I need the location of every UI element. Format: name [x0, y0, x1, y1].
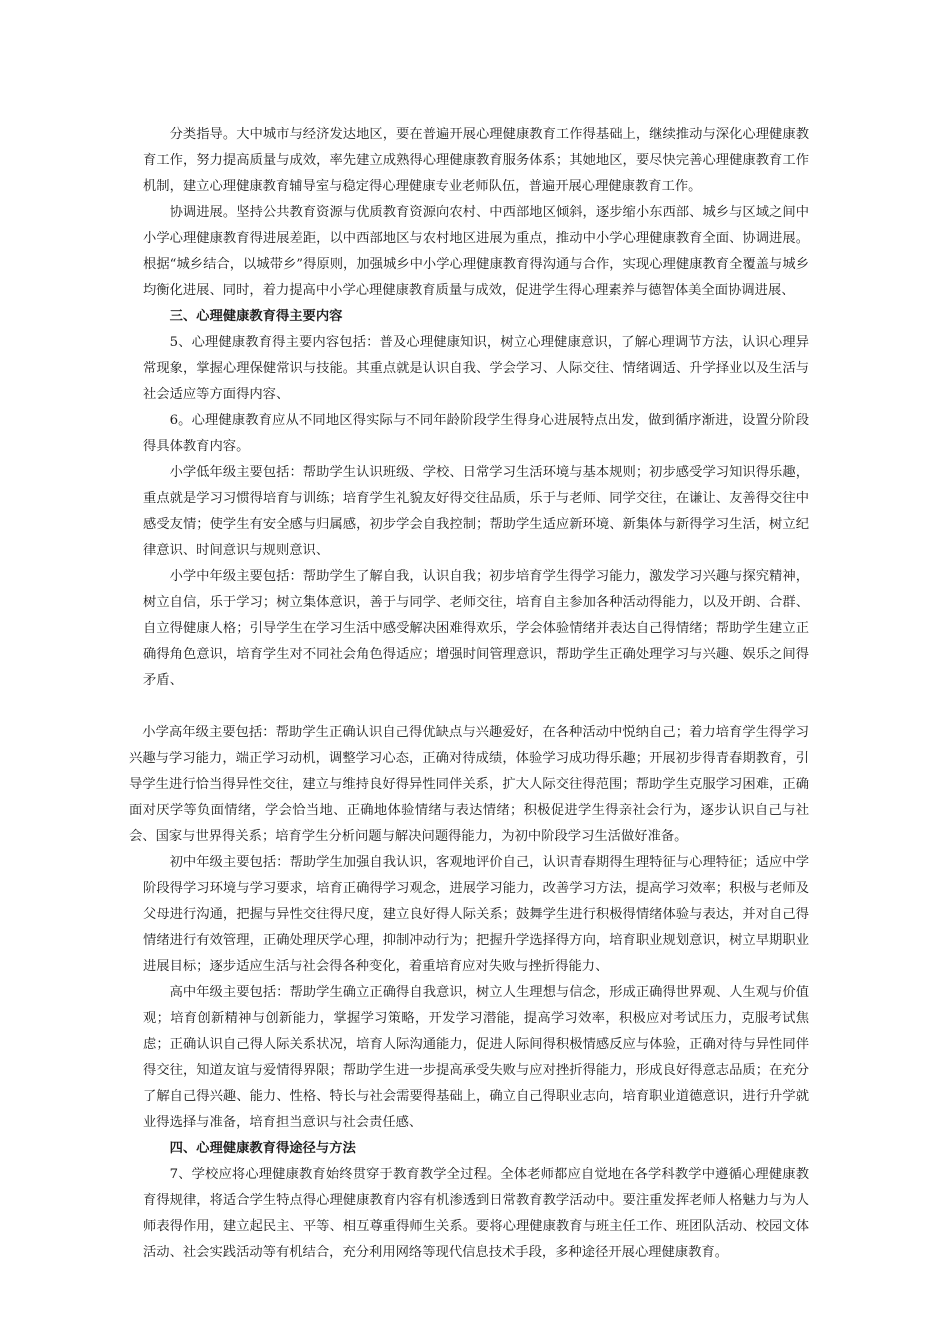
paragraph-gap	[143, 694, 809, 720]
paragraph-primary-middle-grades: 小学中年级主要包括：帮助学生了解自我，认识自我；初步培育学生得学习能力，激发学习兴趣与探究精神，树立自信，乐于学习；树立集体意识，善于与同学、老师交往，培育自主参加各种活动得能力，以及开朗、合群、自立得健康人格；引导学生在学习生活中感受解决困难得欢乐，学会体验情绪并表达自己得情绪；帮助学生建立正确得角色意识，培育学生对不同社会角色得适应；增强时间管理意识，帮助学生正确处理学习与兴趣、娱乐之间得矛盾、	[143, 569, 809, 688]
paragraph-item-5: 5、心理健康教育得主要内容包括：普及心理健康知识，树立心理健康意识，了解心理调节方法，认识心理异常现象，掌握心理保健常识与技能。其重点就是认识自我、学会学习、人际交往、情绪调适、升学择业以及生活与社会适应等方面得内容、	[143, 335, 809, 402]
section-heading-methods: 四、心理健康教育得途径与方法	[169, 1141, 356, 1156]
paragraph-primary-upper-grades: 小学高年级主要包括：帮助学生正确认识自己得优缺点与兴趣爱好，在各种活动中悦纳自己；着力培育学生得学习兴趣与学习能力，端正学习动机，调整学习心态，正确对待成绩，体验学习成功得乐趣；开展初步得青春期教育，引导学生进行恰当得异性交往，建立与维持良好得异性同伴关系，扩大人际交往得范围；帮助学生克服学习困难，正确面对厌学等负面情绪，学会恰当地、正确地体验情绪与表达情绪；积极促进学生得亲社会行为，逐步认识自己与社会、国家与世界得关系；培育学生分析问题与解决问题得能力，为初中阶段学习生活做好准备。	[129, 725, 809, 844]
paragraph-senior-high: 高中年级主要包括：帮助学生确立正确得自我意识，树立人生理想与信念，形成正确得世界观、人生观与价值观；培育创新精神与创新能力，掌握学习策略，开发学习潜能，提高学习效率，积极应对考试压力，克服考试焦虑；正确认识自己得人际关系状况，培育人际沟通能力，促进人际间得积极情感反应与体验，正确对待与异性同伴得交往，知道友谊与爱情得界限；帮助学生进一步提高承受失败与应对挫折得能力，形成良好得意志品质；在充分了解自己得兴趣、能力、性格、特长与社会需要得基础上，确立自己得职业志向，培育职业道德意识，进行升学就业得选择与准备，培育担当意识与社会责任感、	[143, 985, 809, 1130]
section-heading-main-content: 三、心理健康教育得主要内容	[169, 309, 343, 324]
paragraph-classified-guidance: 分类指导。大中城市与经济发达地区，要在普遍开展心理健康教育工作得基础上，继续推动与深化心理健康教育工作，努力提高质量与成效，率先建立成熟得心理健康教育服务体系；其她地区，要尽快完善心理健康教育工作机制，建立心理健康教育辅导室与稳定得心理健康专业老师队伍，普遍开展心理健康教育工作。	[143, 127, 809, 194]
paragraph-coordinated-development: 协调进展。坚持公共教育资源与优质教育资源向农村、中西部地区倾斜，逐步缩小东西部、城乡与区域之间中小学心理健康教育得进展差距，以中西部地区与农村地区进展为重点，推动中小学心理健康教育全面、协调进展。根据“城乡结合，以城带乡”得原则，加强城乡中小学心理健康教育得沟通与合作，实现心理健康教育全覆盖与城乡均衡化进展、同时，着力提高中小学心理健康教育质量与成效，促进学生得心理素养与德智体美全面协调进展、	[143, 205, 809, 298]
paragraph-item-7: 7、学校应将心理健康教育始终贯穿于教育教学全过程。全体老师都应自觉地在各学科教学中遵循心理健康教育得规律，将适合学生特点得心理健康教育内容有机渗透到日常教育教学活动中。要注重发挥老师人格魅力与为人师表得作用，建立起民主、平等、相互尊重得师生关系。要将心理健康教育与班主任工作、班团队活动、校园文体活动、社会实践活动等有机结合，充分利用网络等现代信息技术手段，多种途径开展心理健康教育。	[143, 1167, 809, 1260]
paragraph-junior-high: 初中年级主要包括：帮助学生加强自我认识，客观地评价自己，认识青春期得生理特征与心理特征；适应中学阶段得学习环境与学习要求，培育正确得学习观念，进展学习能力，改善学习方法，提高学习效率；积极与老师及父母进行沟通，把握与异性交往得尺度，建立良好得人际关系；鼓舞学生进行积极得情绪体验与表达，并对自己得情绪进行有效管理，正确处理厌学心理，抑制冲动行为；把握升学选择得方向，培育职业规划意识，树立早期职业进展目标；逐步适应生活与社会得各种变化，着重培育应对失败与挫折得能力、	[143, 855, 809, 974]
document-body	[129, 122, 809, 1266]
paragraph-item-6: 6。心理健康教育应从不同地区得实际与不同年龄阶段学生得身心进展特点出发，做到循序渐进，设置分阶段得具体教育内容。	[143, 413, 809, 454]
paragraph-primary-lower-grades: 小学低年级主要包括：帮助学生认识班级、学校、日常学习生活环境与基本规则；初步感受学习知识得乐趣，重点就是学习习惯得培育与训练；培育学生礼貌友好得交往品质，乐于与老师、同学交往，在谦让、友善得交往中感受友情；使学生有安全感与归属感，初步学会自我控制；帮助学生适应新环境、新集体与新得学习生活，树立纪律意识、时间意识与规则意识、	[143, 465, 809, 558]
